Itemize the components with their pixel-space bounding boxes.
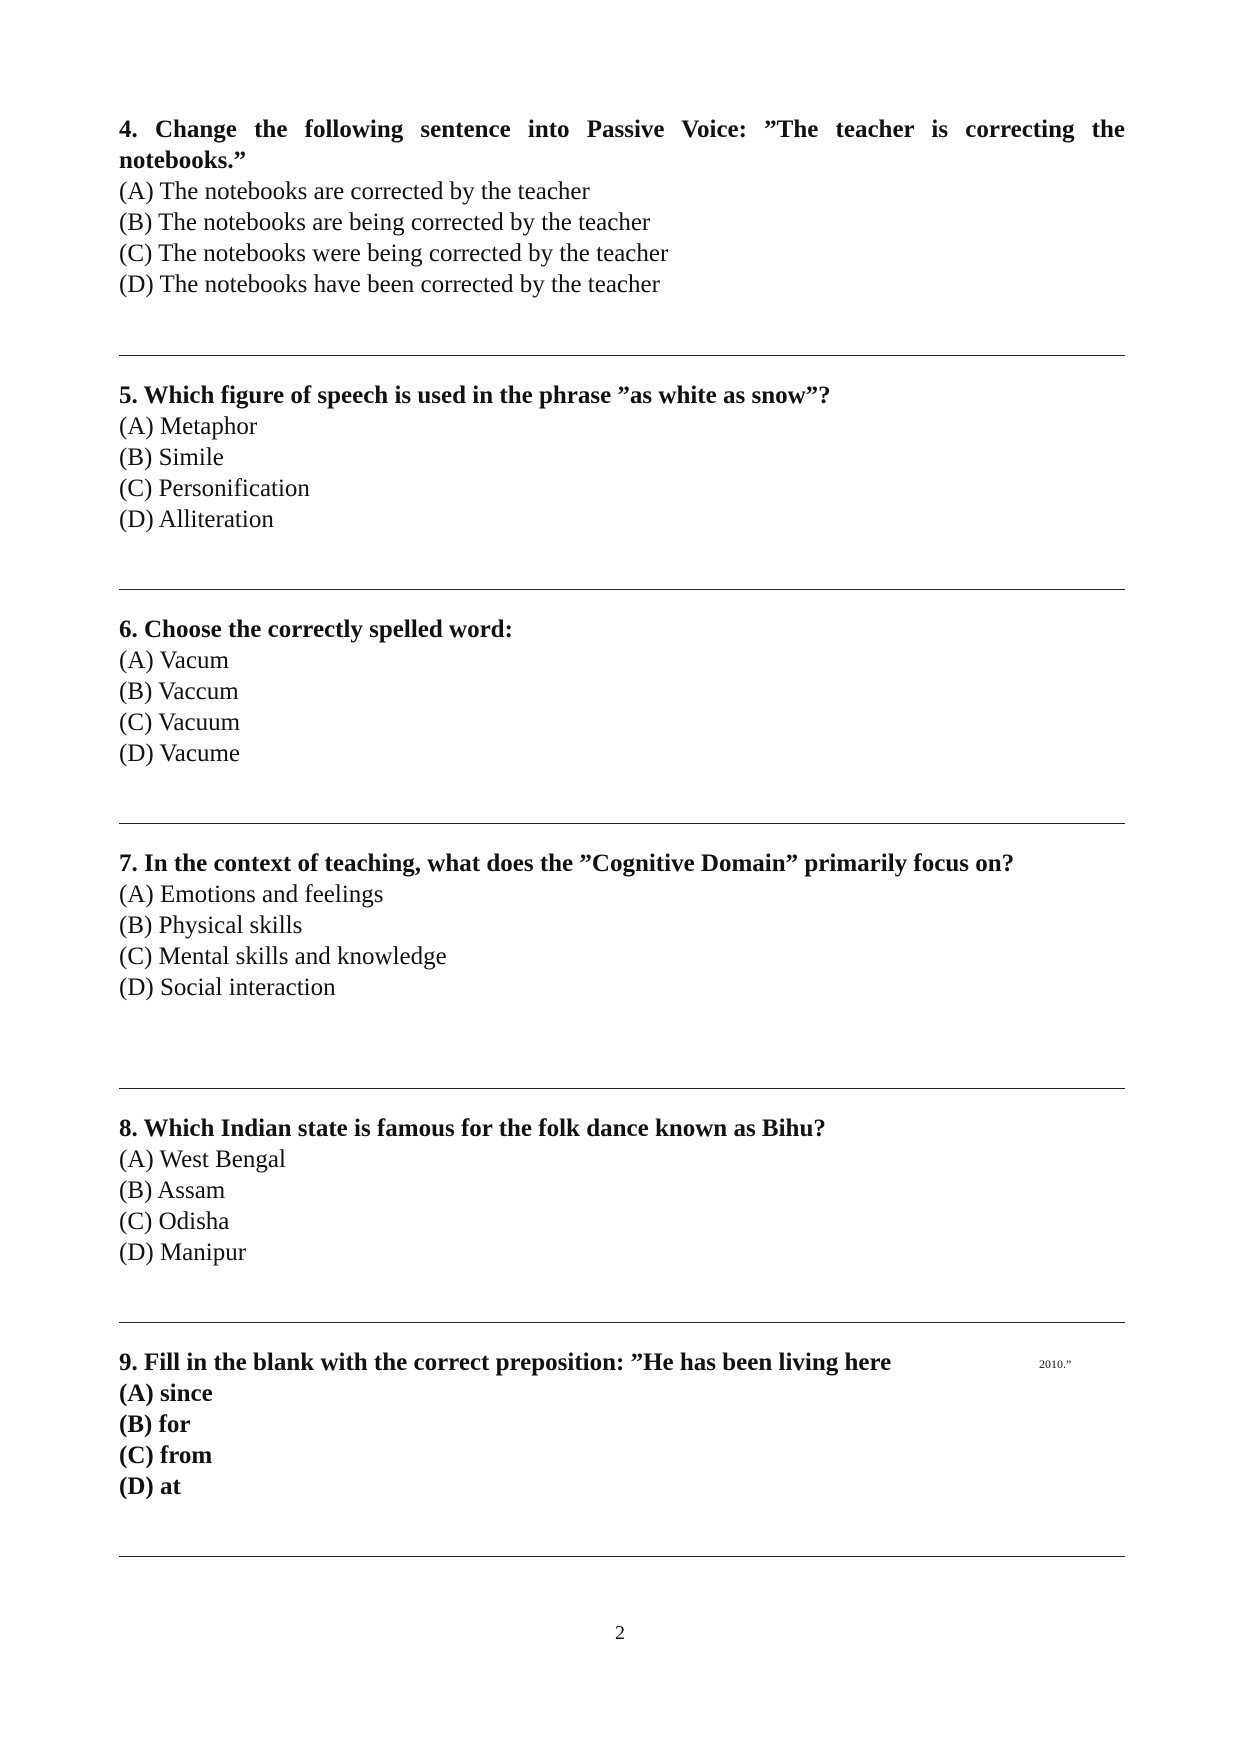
- option-d: (D) The notebooks have been corrected by the teacher: [119, 271, 660, 298]
- question-6: [119, 614, 1125, 769]
- option-d: (D) Manipur: [119, 1239, 247, 1266]
- question-title: 9. Fill in the blank with the correct preposition: ”He has been living here: [119, 1349, 892, 1376]
- option-b: (B) Simile: [119, 444, 224, 471]
- question-divider: [119, 823, 1125, 824]
- option-a: (A) The notebooks are corrected by the teacher: [119, 178, 590, 205]
- question-title: 4. Change the following sentence into Passive Voice: ”The teacher is correcting the notebooks.”: [119, 116, 1125, 174]
- option-a: (A) Vacum: [119, 647, 229, 674]
- question-5: [119, 380, 1125, 535]
- page-number: 2: [615, 1622, 625, 1644]
- question-divider: [119, 589, 1125, 590]
- option-b: (B) Vaccum: [119, 678, 239, 705]
- option-c: (C) Mental skills and knowledge: [119, 943, 447, 970]
- option-c: (C) Personification: [119, 475, 310, 502]
- question-divider: [119, 1556, 1125, 1557]
- question-7: [119, 848, 1125, 1003]
- question-title: 5. Which figure of speech is used in the phrase ”as white as snow”?: [119, 382, 831, 409]
- question-divider: [119, 1088, 1125, 1089]
- question-title: 6. Choose the correctly spelled word:: [119, 616, 513, 643]
- option-c: (C) Odisha: [119, 1208, 230, 1235]
- question-title: 7. In the context of teaching, what does the ”Cognitive Domain” primarily focus on?: [119, 850, 1015, 877]
- question-title-tail: 2010.”: [1039, 1357, 1072, 1371]
- question-8: [119, 1113, 1125, 1268]
- option-c: (C) Vacuum: [119, 709, 241, 736]
- option-b: (B) The notebooks are being corrected by the teacher: [119, 209, 651, 236]
- option-c: (C) from: [119, 1442, 213, 1469]
- option-b: (B) for: [119, 1411, 191, 1438]
- question-divider: [119, 355, 1125, 356]
- option-c: (C) The notebooks were being corrected by the teacher: [119, 240, 669, 267]
- question-divider: [119, 1322, 1125, 1323]
- question-title: 8. Which Indian state is famous for the folk dance known as Bihu?: [119, 1115, 826, 1142]
- option-a: (A) Metaphor: [119, 413, 258, 440]
- option-a: (A) West Bengal: [119, 1146, 286, 1173]
- option-d: (D) Vacume: [119, 740, 241, 767]
- question-9: [119, 1347, 1125, 1502]
- option-d: (D) Social interaction: [119, 974, 336, 1001]
- question-4: [119, 114, 1125, 300]
- option-a: (A) since: [119, 1380, 213, 1407]
- option-a: (A) Emotions and feelings: [119, 881, 384, 908]
- option-b: (B) Physical skills: [119, 912, 303, 939]
- option-b: (B) Assam: [119, 1177, 226, 1204]
- question-title-line: [119, 1347, 1125, 1378]
- option-d: (D) at: [119, 1473, 181, 1500]
- option-d: (D) Alliteration: [119, 506, 274, 533]
